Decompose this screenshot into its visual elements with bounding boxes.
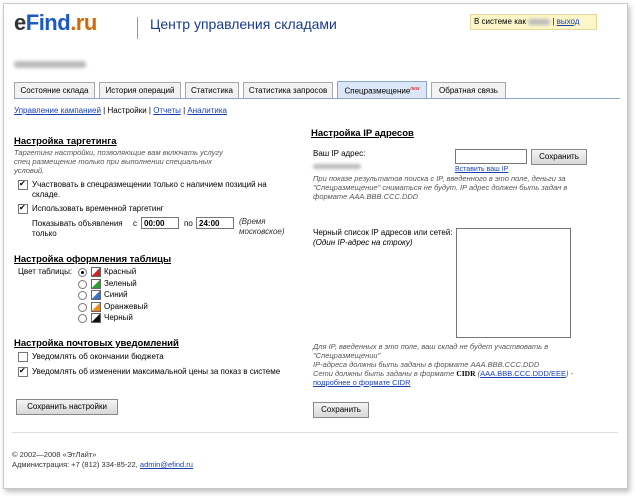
- tab-underline: [14, 98, 620, 99]
- table-color-label: Цвет таблицы:: [18, 267, 73, 276]
- blacklist-note-line2: IP-адреса должны быть заданы в формате AAA.BBB.CCC.DDD: [313, 360, 540, 369]
- from-label: с: [133, 219, 137, 228]
- color-option-label: Черный: [104, 313, 133, 322]
- page-title: Центр управления складами: [150, 16, 337, 32]
- admin-email-link[interactable]: admin@efind.ru: [139, 460, 193, 469]
- in-stock-only-checkbox[interactable]: [18, 180, 28, 190]
- targeting-note: Таргетинг настройки, позволяющие вам включать услугу спец размещение только при выполнении специальных условий.: [14, 148, 223, 175]
- tab-label: Спецразмещение: [344, 86, 411, 96]
- color-radio[interactable]: [78, 268, 87, 277]
- blacklist-note-line3: Сети должны быть заданы в формате CIDR (AAA.BBB.CCC.DDD/EEE) -: [313, 369, 574, 378]
- blacklist-note: [313, 342, 583, 387]
- username-blurred: [528, 19, 550, 25]
- color-swatch: [91, 302, 101, 312]
- window: [3, 3, 628, 489]
- color-option-label: Красный: [104, 267, 137, 276]
- color-option-label: Зеленый: [104, 279, 137, 288]
- blacklist-note-line1: Для IP, введенных в это поле, ваш склад не будет участвовать в "Спецразмещении": [313, 342, 549, 360]
- tab-label: История операций: [105, 86, 175, 95]
- tab-special-placement[interactable]: [337, 81, 427, 98]
- color-swatch: [91, 267, 101, 277]
- time-targeting-label: Использовать временной таргетинг: [32, 204, 164, 213]
- time-from-input[interactable]: 00:00: [141, 217, 179, 229]
- your-ip-input[interactable]: [455, 149, 527, 164]
- your-ip-label: Ваш IP адрес:: [313, 149, 366, 158]
- ip-value-blurred: [313, 161, 361, 171]
- blacklist-textarea[interactable]: [456, 228, 571, 338]
- show-ads-label: Показывать объявления только: [32, 219, 123, 238]
- color-radio[interactable]: [78, 314, 87, 323]
- subnav-campaign[interactable]: Управление кампанией: [14, 106, 101, 115]
- tab-query-statistics[interactable]: [243, 82, 333, 98]
- in-stock-only-label: Участвовать в спецразмещении только с наличием позиций на складе.: [32, 180, 267, 199]
- logo[interactable]: [14, 10, 97, 36]
- blacklist-label: Черный список IP адресов или сетей:: [313, 228, 453, 237]
- save-settings-button[interactable]: Сохранить настройки: [16, 399, 118, 415]
- budget-end-label: Уведомлять об окончании бюджета: [32, 352, 164, 361]
- insert-ip-link[interactable]: Вставить ваш IP: [455, 166, 509, 173]
- save-ip-button[interactable]: Сохранить: [531, 149, 587, 165]
- tab-label: Обратная связь: [439, 86, 498, 95]
- save-blacklist-button[interactable]: Сохранить: [313, 402, 369, 418]
- ip-heading: Настройка IP адресов: [311, 128, 414, 139]
- subnav-separator: |: [146, 106, 154, 115]
- targeting-heading: Настройка таргетинга: [14, 136, 117, 147]
- tab-operations-history[interactable]: [99, 82, 181, 98]
- color-swatch: [91, 313, 101, 323]
- admin-phone: Администрация: +7 (812) 334-85-22,: [12, 460, 138, 469]
- time-to-input[interactable]: 24:00: [196, 217, 234, 229]
- budget-end-checkbox[interactable]: [18, 352, 28, 362]
- color-radio[interactable]: [78, 303, 87, 312]
- max-price-change-checkbox[interactable]: [18, 367, 28, 377]
- color-option-label: Синий: [104, 290, 128, 299]
- to-label: по: [184, 219, 193, 228]
- color-radio[interactable]: [78, 280, 87, 289]
- color-radio[interactable]: [78, 291, 87, 300]
- table-style-heading: Настройка оформления таблицы: [14, 254, 172, 265]
- logo-part-e: e: [14, 10, 26, 35]
- tab-label: Состояние склада: [20, 86, 89, 95]
- cidr-format-prefix: Сети должны быть заданы в формате: [313, 369, 455, 378]
- cidr-example-link[interactable]: AAA.BBB.CCC.DDD/EEE: [480, 369, 566, 378]
- subnav-analytics[interactable]: Аналитика: [187, 106, 227, 115]
- copyright: © 2002—2008 «ЭтЛайт»: [12, 450, 97, 459]
- footer-divider: [12, 432, 618, 433]
- subnav: [14, 106, 227, 115]
- tab-feedback[interactable]: [431, 82, 506, 98]
- logout-link[interactable]: выход: [556, 17, 580, 26]
- user-prefix: В системе как: [474, 17, 526, 26]
- logo-part-find: Find: [25, 10, 71, 35]
- cidr-word: CIDR: [456, 369, 476, 378]
- new-badge: new: [410, 86, 420, 92]
- color-option-label: Оранжевый: [104, 302, 148, 311]
- subnav-separator: |: [100, 106, 108, 115]
- tab-warehouse-status[interactable]: [14, 82, 95, 98]
- subnav-reports[interactable]: Отчеты: [153, 106, 181, 115]
- blacklist-hint: (Один IP-адрес на строку): [313, 238, 413, 247]
- logo-part-ru: .ru: [70, 10, 97, 35]
- tab-label: Статистика: [190, 86, 233, 95]
- mail-heading: Настройка почтовых уведомлений: [14, 338, 179, 349]
- cidr-format-suffix: ) -: [565, 369, 574, 378]
- color-swatch: [91, 279, 101, 289]
- max-price-change-label: Уведомлять об изменении максимальной цены за показ в системе: [32, 367, 281, 376]
- subnav-settings: Настройки: [107, 106, 147, 115]
- user-box: В системе как | выход: [470, 14, 597, 30]
- tab-label: Статистика запросов: [248, 86, 328, 95]
- cidr-info-link[interactable]: подробнее о формате CIDR: [313, 378, 411, 387]
- color-swatch: [91, 290, 101, 300]
- admin-contact: [12, 460, 193, 469]
- subnav-separator: |: [180, 106, 188, 115]
- time-targeting-checkbox[interactable]: [18, 204, 28, 214]
- header-divider: [137, 17, 138, 39]
- tab-statistics[interactable]: [185, 82, 239, 98]
- ip-note: При показе результатов поиска с IP, введенного в это поле, деньги за "Спецразмещение" сниматься не будут. IP адрес должен быть задан в формате AAA.BBB.CCC.DDD: [313, 174, 568, 201]
- warehouse-name-blurred: [14, 59, 86, 69]
- timezone-note: (Время московское): [239, 217, 285, 236]
